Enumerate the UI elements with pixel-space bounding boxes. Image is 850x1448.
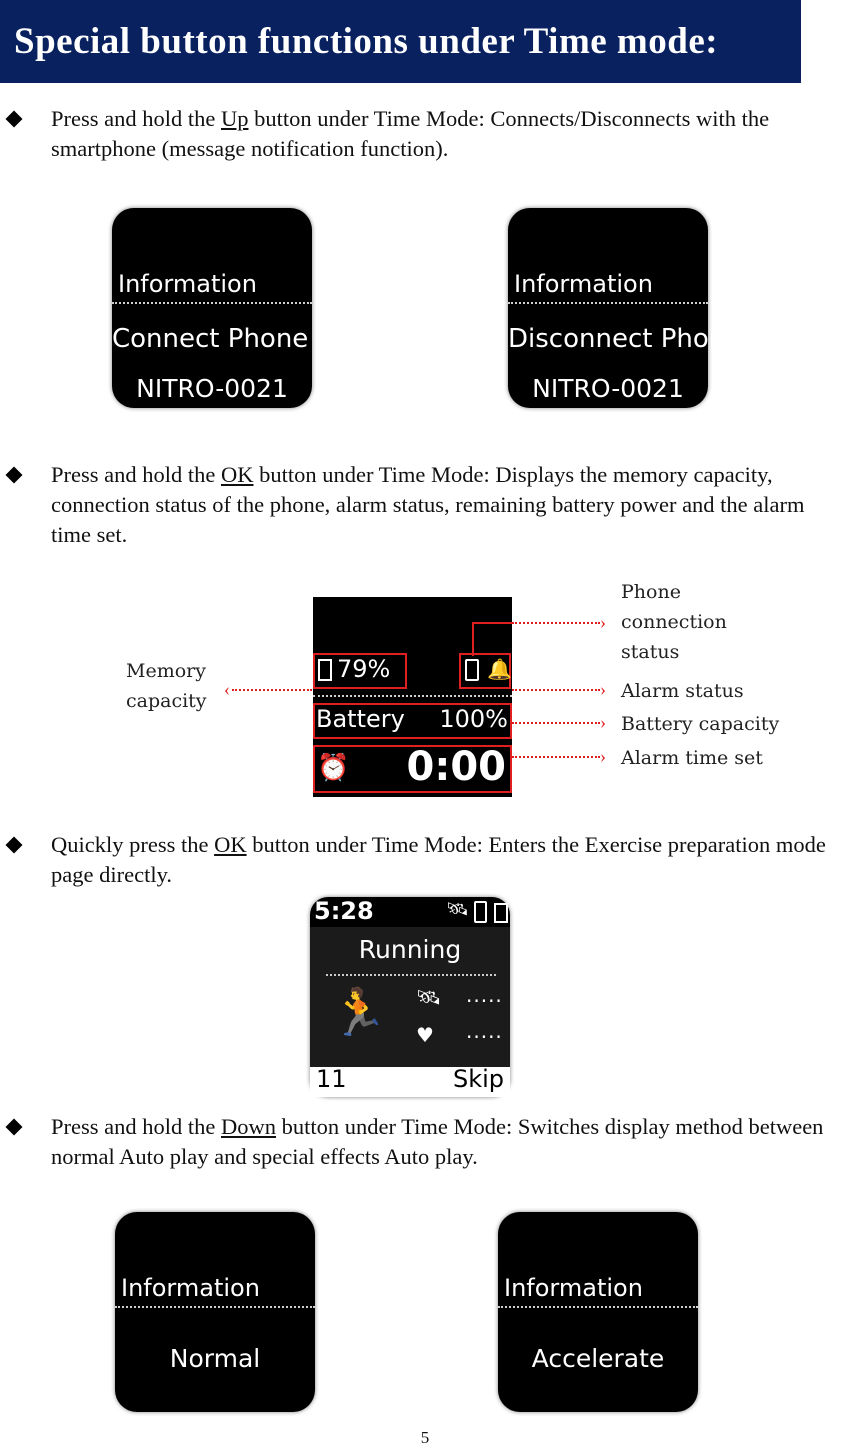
- bullet-text: Press and hold the OK button under Time Mode: Displays the memory capacity, connection status of the phone, alarm status, remaining battery power and the alarm time set.: [51, 462, 805, 547]
- device-name: NITRO-0021: [136, 374, 288, 403]
- label-battery-capacity: Battery capacity: [621, 713, 780, 735]
- arrow-right-icon: ›: [600, 679, 606, 699]
- watch-screen-disconnect: [508, 208, 742, 408]
- satellite-icon: 🛰: [446, 899, 469, 920]
- pointer-line: [512, 622, 600, 624]
- pointer-line: [512, 689, 600, 691]
- display-method: Accelerate: [531, 1344, 665, 1373]
- display-method: Normal: [169, 1344, 261, 1373]
- screen-title: Information: [118, 270, 257, 298]
- button-name: OK: [214, 832, 247, 857]
- arrow-right-icon: ›: [600, 712, 606, 732]
- bullet-text: Press and hold the Up button under Time Mode: Connects/Disconnects with the smartphone (message notification function).: [51, 106, 770, 161]
- memory-card-icon: [494, 903, 508, 923]
- button-name: Up: [220, 106, 249, 131]
- screen-action: Connect Phone: [112, 324, 309, 354]
- button-name: OK: [220, 462, 254, 487]
- diamond-bullet-icon: [6, 467, 23, 484]
- dotted-divider: [326, 974, 496, 976]
- screen-action: Disconnect Phone: [508, 324, 742, 354]
- alarm-time-value: 0:00: [406, 744, 506, 790]
- battery-label: Battery: [316, 705, 405, 733]
- dotted-divider: [498, 1306, 698, 1308]
- count-label: 11: [316, 1065, 347, 1093]
- bullet-down-button: [8, 1112, 844, 1172]
- diamond-bullet-icon: [6, 837, 23, 854]
- arrow-right-icon: ›: [600, 612, 606, 632]
- dotted-divider: [508, 302, 708, 304]
- device-name: NITRO-0021: [532, 374, 684, 403]
- bullet-text: Press and hold the Down button under Time Mode: Switches display method between normal Auto play and special effects Auto play.: [51, 1114, 824, 1169]
- watch-screen-accelerate: [498, 1212, 698, 1412]
- bullet-up-button: [8, 104, 844, 164]
- pointer-line: [512, 722, 600, 724]
- screen-title: Information: [504, 1274, 643, 1302]
- label-phone-connection-status: Phone connection status: [621, 581, 727, 663]
- label-alarm-time-set: Alarm time set: [621, 747, 763, 769]
- phone-icon: [474, 901, 487, 923]
- page-title: Special button functions under Time mode:: [0, 0, 801, 83]
- heart-rate-icon: ♥: [416, 1023, 434, 1047]
- clock-time: 5:28: [314, 897, 374, 925]
- watch-screen-status: [313, 597, 512, 797]
- pointer-line: [512, 756, 600, 758]
- screen-title: Information: [121, 1274, 260, 1302]
- bell-icon: 🔔: [487, 657, 512, 681]
- runner-icon: 🏃: [330, 985, 388, 1039]
- bullet-ok-hold: [8, 460, 844, 550]
- diamond-bullet-icon: [6, 1119, 23, 1136]
- bullet-ok-quick: [8, 830, 844, 890]
- pointer-line: [472, 622, 512, 624]
- arrow-left-icon: ‹: [224, 679, 230, 699]
- diamond-bullet-icon: [6, 111, 23, 128]
- memory-card-icon: [318, 659, 332, 681]
- label-memory-capacity: Memory capacity: [126, 660, 207, 712]
- watch-screen-connect: [112, 208, 312, 408]
- page-number: 5: [420, 1428, 430, 1447]
- screen-title: Information: [514, 270, 653, 298]
- pointer-line: [472, 622, 474, 656]
- skip-softkey: Skip: [452, 1065, 504, 1093]
- memory-value: 79%: [337, 655, 391, 683]
- label-alarm-status: Alarm status: [621, 680, 744, 702]
- phone-icon: [465, 659, 479, 681]
- watch-screen-running: [310, 897, 510, 1097]
- alarm-clock-icon: ⏰: [317, 753, 350, 783]
- bullet-text: Quickly press the OK button under Time Mode: Enters the Exercise preparation mode page directly.: [51, 832, 826, 887]
- dotted-divider: [313, 695, 512, 697]
- gps-status: .....: [466, 983, 503, 1007]
- dotted-divider: [115, 1306, 315, 1308]
- button-name: Down: [220, 1114, 276, 1139]
- sport-mode: Running: [358, 935, 462, 964]
- arrow-right-icon: ›: [600, 746, 606, 766]
- pointer-line: [232, 689, 312, 691]
- watch-screen-normal: [115, 1212, 315, 1412]
- gps-icon: 🛰: [416, 985, 442, 1009]
- dotted-divider: [112, 302, 312, 304]
- heart-rate-status: .....: [466, 1019, 503, 1043]
- battery-value: 100%: [439, 705, 508, 733]
